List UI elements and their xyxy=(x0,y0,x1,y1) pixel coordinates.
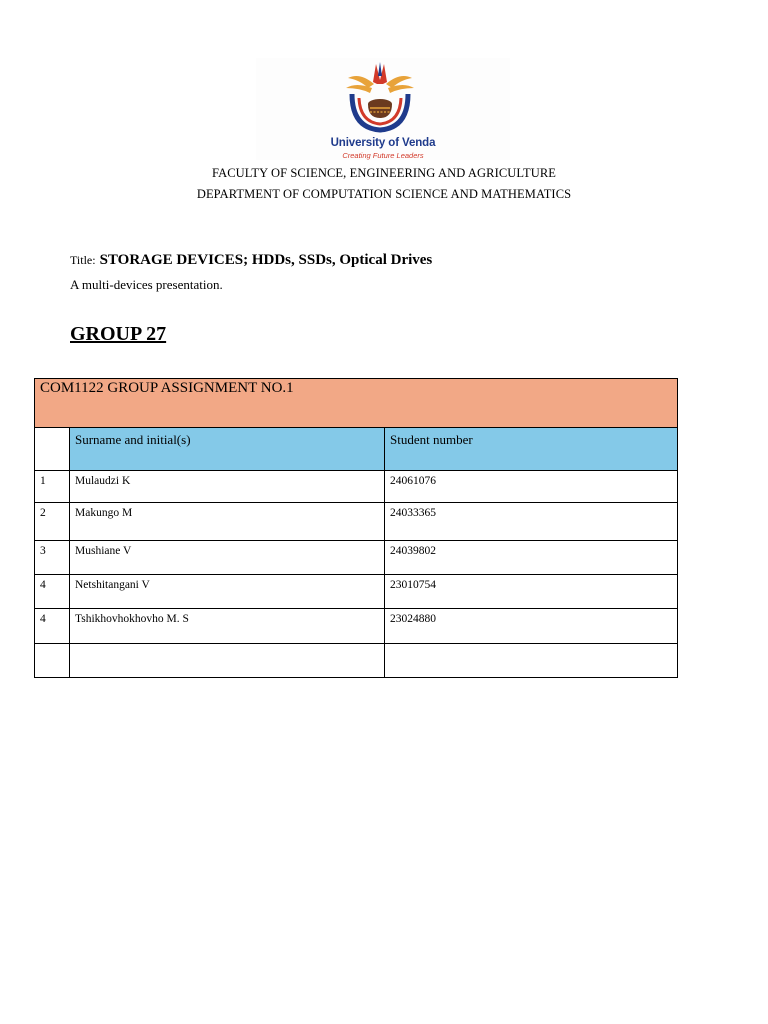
table-row xyxy=(35,644,678,678)
row-student-number xyxy=(385,644,678,678)
title-prefix: Title: xyxy=(70,253,96,267)
row-student-number: 23010754 xyxy=(385,575,678,609)
table-row xyxy=(35,541,678,575)
document-title: STORAGE DEVICES; HDDs, SSDs, Optical Drives xyxy=(99,252,433,268)
row-number: 3 xyxy=(35,541,70,575)
row-name xyxy=(70,644,385,678)
row-student-number: 24039802 xyxy=(385,541,678,575)
title-line xyxy=(70,251,432,269)
row-student-number: 24033365 xyxy=(385,503,678,541)
department-heading: DEPARTMENT OF COMPUTATION SCIENCE AND MATHEMATICS xyxy=(196,187,572,201)
table-header-row xyxy=(35,428,678,471)
table-row xyxy=(35,503,678,541)
row-name: Makungo M xyxy=(70,503,385,541)
faculty-heading: FACULTY OF SCIENCE, ENGINEERING AND AGRICULTURE xyxy=(211,166,557,180)
table-title: COM1122 GROUP ASSIGNMENT NO.1 xyxy=(35,379,678,428)
row-name: Mushiane V xyxy=(70,541,385,575)
document-subtitle: A multi-devices presentation. xyxy=(70,277,223,292)
column-header-student-number: Student number xyxy=(385,428,678,471)
logo-tagline: Creating Future Leaders xyxy=(342,151,424,160)
column-header-surname: Surname and initial(s) xyxy=(70,428,385,471)
row-number: 1 xyxy=(35,471,70,503)
row-student-number: 24061076 xyxy=(385,471,678,503)
row-name: Netshitangani V xyxy=(70,575,385,609)
university-crest-icon xyxy=(256,58,510,138)
row-number: 2 xyxy=(35,503,70,541)
table-row xyxy=(35,609,678,644)
row-number: 4 xyxy=(35,575,70,609)
table-row xyxy=(35,575,678,609)
row-number: 4 xyxy=(35,609,70,644)
row-number xyxy=(35,644,70,678)
row-name: Mulaudzi K xyxy=(70,471,385,503)
table-title-row xyxy=(35,379,678,428)
row-student-number: 23024880 xyxy=(385,609,678,644)
university-logo xyxy=(256,58,510,160)
group-heading: GROUP 27 xyxy=(70,323,167,345)
column-header-number xyxy=(35,428,70,471)
table-row xyxy=(35,471,678,503)
assignment-table xyxy=(34,378,678,678)
row-name: Tshikhovhokhovho M. S xyxy=(70,609,385,644)
logo-name: University of Venda xyxy=(330,137,436,149)
